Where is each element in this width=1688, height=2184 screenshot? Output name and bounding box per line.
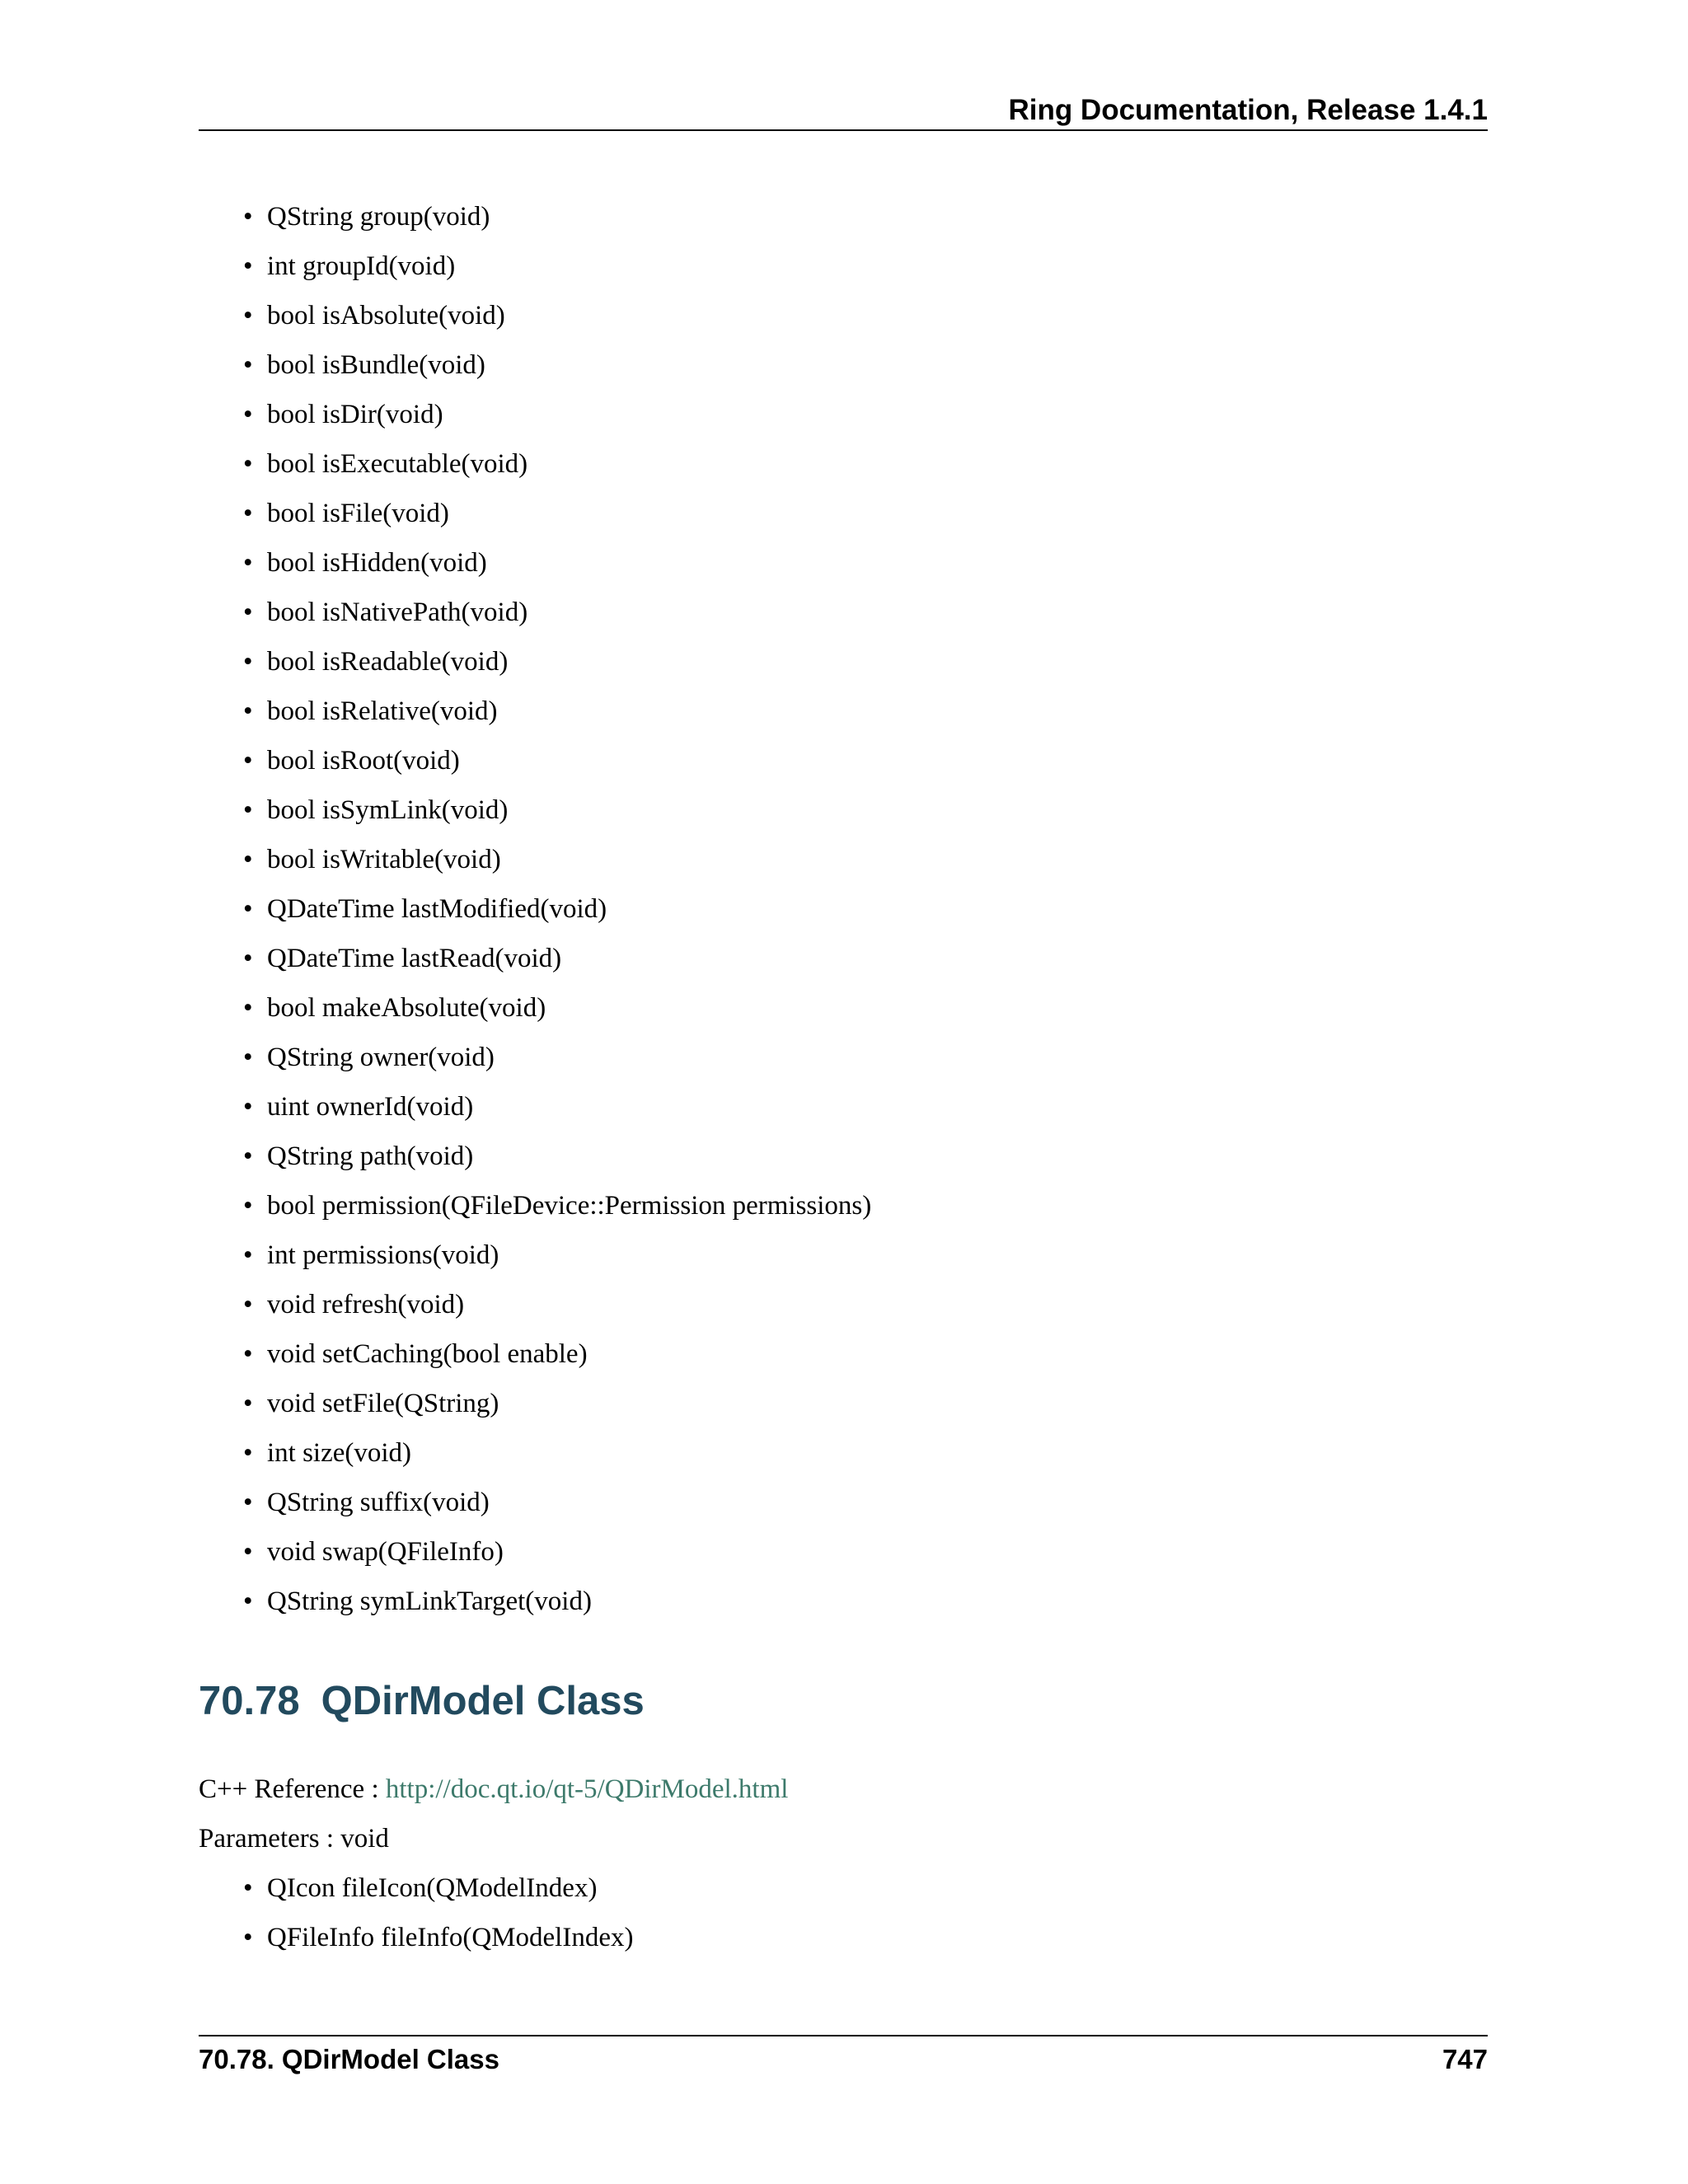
list-item — [199, 1230, 871, 1280]
list-item — [199, 736, 871, 785]
method-signature: QString group(void) — [267, 202, 490, 232]
bullet-icon: • — [243, 894, 253, 924]
method-signature: bool isNativePath(void) — [267, 598, 528, 627]
bullet-icon: • — [243, 1923, 253, 1952]
list-item — [199, 637, 871, 687]
list-item — [199, 1181, 871, 1230]
list-item — [199, 1033, 871, 1082]
cpp-reference-link[interactable]: http://doc.qt.io/qt-5/QDirModel.html — [385, 1774, 789, 1804]
method-signature: void refresh(void) — [267, 1290, 465, 1319]
section-heading — [199, 1675, 645, 1727]
cpp-reference-label: C++ Reference : — [199, 1774, 386, 1804]
bullet-icon: • — [243, 251, 253, 281]
list-item — [199, 538, 871, 588]
list-item — [199, 439, 871, 489]
bullet-icon: • — [243, 202, 253, 232]
page-number: 747 — [1442, 2044, 1488, 2074]
bullet-icon: • — [243, 1488, 253, 1517]
bullet-icon: • — [243, 1339, 253, 1369]
method-signature: QDateTime lastRead(void) — [267, 944, 562, 973]
bullet-icon: • — [243, 993, 253, 1023]
section-title: QDirModel Class — [321, 1679, 645, 1723]
method-signature: bool isExecutable(void) — [267, 449, 528, 479]
method-list-qfileinfo — [199, 192, 871, 1626]
method-signature: QString symLinkTarget(void) — [267, 1586, 592, 1616]
method-signature: bool isReadable(void) — [267, 647, 509, 677]
method-signature: int permissions(void) — [267, 1240, 499, 1270]
method-signature: void swap(QFileInfo) — [267, 1537, 504, 1567]
bullet-icon: • — [243, 350, 253, 380]
method-signature: QString owner(void) — [267, 1043, 495, 1072]
list-item — [199, 1280, 871, 1329]
method-signature: bool isDir(void) — [267, 400, 443, 429]
method-signature: int size(void) — [267, 1438, 412, 1468]
bullet-icon: • — [243, 1240, 253, 1270]
bullet-icon: • — [243, 696, 253, 726]
footer-divider — [199, 2035, 1488, 2036]
bullet-icon: • — [243, 1586, 253, 1616]
method-signature: bool isHidden(void) — [267, 548, 487, 578]
bullet-icon: • — [243, 1873, 253, 1903]
bullet-icon: • — [243, 1141, 253, 1171]
bullet-icon: • — [243, 499, 253, 528]
method-signature: uint ownerId(void) — [267, 1092, 474, 1122]
list-item — [199, 588, 871, 637]
cpp-reference-line — [199, 1769, 788, 1809]
list-item — [199, 1428, 871, 1478]
list-item — [199, 1478, 871, 1527]
list-item — [199, 934, 871, 983]
bullet-icon: • — [243, 400, 253, 429]
parameters-line: Parameters : void — [199, 1824, 389, 1854]
method-signature: bool isWritable(void) — [267, 845, 501, 874]
bullet-icon: • — [243, 1191, 253, 1221]
list-item — [199, 390, 871, 439]
method-signature: void setCaching(bool enable) — [267, 1339, 588, 1369]
running-header: Ring Documentation, Release 1.4.1 — [1008, 94, 1488, 126]
list-item — [199, 1577, 871, 1626]
bullet-icon: • — [243, 1438, 253, 1468]
method-signature: QFileInfo fileInfo(QModelIndex) — [267, 1923, 634, 1952]
method-signature: int groupId(void) — [267, 251, 456, 281]
list-item — [199, 1863, 633, 1913]
method-signature: QString path(void) — [267, 1141, 474, 1171]
method-signature: bool isSymLink(void) — [267, 795, 509, 825]
bullet-icon: • — [243, 1537, 253, 1567]
method-list-qdirmodel — [199, 1863, 633, 1962]
section-number: 70.78 — [199, 1679, 300, 1723]
bullet-icon: • — [243, 301, 253, 330]
bullet-icon: • — [243, 647, 253, 677]
list-item — [199, 1527, 871, 1577]
bullet-icon: • — [243, 598, 253, 627]
method-signature: bool permission(QFileDevice::Permission permissions) — [267, 1191, 872, 1221]
bullet-icon: • — [243, 548, 253, 578]
method-signature: bool isRoot(void) — [267, 746, 460, 776]
list-item — [199, 835, 871, 884]
list-item — [199, 1082, 871, 1132]
bullet-icon: • — [243, 746, 253, 776]
method-signature: void setFile(QString) — [267, 1389, 499, 1418]
list-item — [199, 192, 871, 241]
method-signature: bool makeAbsolute(void) — [267, 993, 546, 1023]
list-item — [199, 1379, 871, 1428]
bullet-icon: • — [243, 845, 253, 874]
method-signature: bool isRelative(void) — [267, 696, 498, 726]
method-signature: bool isAbsolute(void) — [267, 301, 505, 330]
method-signature: bool isFile(void) — [267, 499, 449, 528]
method-signature: QString suffix(void) — [267, 1488, 490, 1517]
list-item — [199, 291, 871, 340]
list-item — [199, 1132, 871, 1181]
list-item — [199, 1913, 633, 1962]
method-signature: QIcon fileIcon(QModelIndex) — [267, 1873, 598, 1903]
bullet-icon: • — [243, 1043, 253, 1072]
method-signature: bool isBundle(void) — [267, 350, 485, 380]
bullet-icon: • — [243, 1290, 253, 1319]
header-divider — [199, 129, 1488, 131]
list-item — [199, 687, 871, 736]
list-item — [199, 340, 871, 390]
bullet-icon: • — [243, 795, 253, 825]
method-signature: QDateTime lastModified(void) — [267, 894, 607, 924]
list-item — [199, 241, 871, 291]
running-footer — [199, 2041, 1488, 2078]
bullet-icon: • — [243, 1092, 253, 1122]
footer-section-title: 70.78. QDirModel Class — [199, 2044, 499, 2074]
bullet-icon: • — [243, 1389, 253, 1418]
list-item — [199, 1329, 871, 1379]
bullet-icon: • — [243, 944, 253, 973]
list-item — [199, 983, 871, 1033]
list-item — [199, 489, 871, 538]
bullet-icon: • — [243, 449, 253, 479]
list-item — [199, 785, 871, 835]
list-item — [199, 884, 871, 934]
